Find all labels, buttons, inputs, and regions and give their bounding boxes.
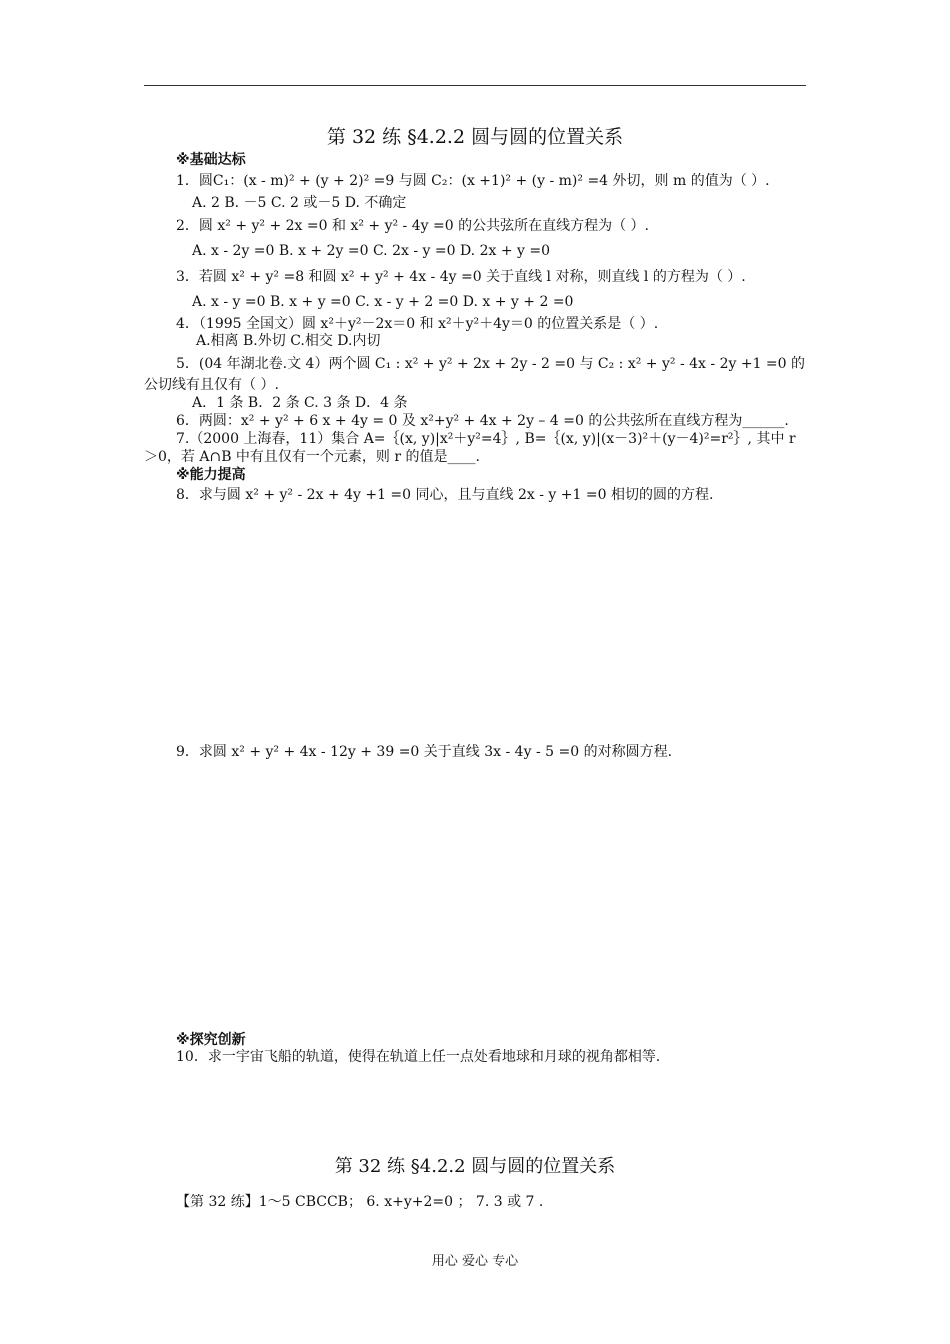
question-2-options: A. x - 2y =0 B. x + 2y =0 C. 2x - y =0 D. 2x + y =0 xyxy=(192,243,551,259)
question-8: 8．求与圆 x² + y² - 2x + 4y +1 =0 同心，且与直线 2x - y +1 =0 相切的圆的方程. xyxy=(176,487,714,503)
page-title: 第 32 练 §4.2.2 圆与圆的位置关系 xyxy=(326,126,624,148)
section-ability: ※能力提高 xyxy=(176,467,246,483)
question-5-stem-continued: 公切线有且仅有（ ）. xyxy=(144,377,279,393)
question-9: 9．求圆 x² + y² + 4x - 12y + 39 =0 关于直线 3x - 4y - 5 =0 的对称圆方程. xyxy=(176,744,673,760)
question-4-stem: 4．（1995 全国文）圆 x²＋y²－2x＝0 和 x²＋y²＋4y＝0 的位置关系是（ ）. xyxy=(176,316,659,332)
question-5-stem: 5．(04 年湖北卷.文 4）两个圆 C₁ : x² + y² + 2x + 2y - 2 =0 与 C₂ : x² + y² - 4x - 2y +1 =0 的 xyxy=(176,356,806,372)
section-basic: ※基础达标 xyxy=(176,152,246,168)
question-1-options: A. 2 B. －5 C. 2 或－5 D. 不确定 xyxy=(192,195,407,211)
section-explore: ※探究创新 xyxy=(176,1032,246,1048)
question-7-line1: 7.（2000 上海春，11）集合 A=｛(x, y)|x²＋y²=4｝, B=｛(x, y)|(x－3)²＋(y－4)²=r²｝, 其中 r xyxy=(176,431,796,447)
question-3-stem: 3．若圆 x² + y² =8 和圆 x² + y² + 4x - 4y =0 关于直线 l 对称，则直线 l 的方程为（ ）. xyxy=(176,269,746,285)
question-1-stem: 1．圆C₁：(x - m)² + (y + 2)² =9 与圆 C₂：(x +1)² + (y - m)² =4 外切，则 m 的值为（ ）. xyxy=(176,173,770,189)
header-rule xyxy=(144,85,806,86)
question-3-options: A. x - y =0 B. x + y =0 C. x - y + 2 =0 D. x + y + 2 =0 xyxy=(192,294,574,310)
question-6: 6．两圆：x² + y² + 6 x + 4y = 0 及 x²+y² + 4x + 2y – 4 =0 的公共弦所在直线方程为______. xyxy=(176,413,789,429)
question-10: 10．求一宇宙飞船的轨道，使得在轨道上任一点处看地球和月球的视角都相等. xyxy=(176,1049,661,1065)
question-7-line2: ＞0，若 A∩B 中有且仅有一个元素，则 r 的值是____. xyxy=(144,449,480,465)
question-5-options: A．1 条 B．2 条 C. 3 条 D．4 条 xyxy=(192,395,408,411)
question-4-options: A.相离 B.外切 C.相交 D.内切 xyxy=(196,333,381,349)
page-footer: 用心 爱心 专心 xyxy=(431,1254,519,1269)
answer-title: 第 32 练 §4.2.2 圆与圆的位置关系 xyxy=(334,1156,616,1177)
question-2-stem: 2．圆 x² + y² + 2x =0 和 x² + y² - 4y =0 的公共弦所在直线方程为（ ）. xyxy=(176,218,649,234)
answer-key: 【第 32 练】1～5 CBCCB； 6. x+y+2=0 ； 7. 3 或 7 . xyxy=(176,1194,544,1210)
